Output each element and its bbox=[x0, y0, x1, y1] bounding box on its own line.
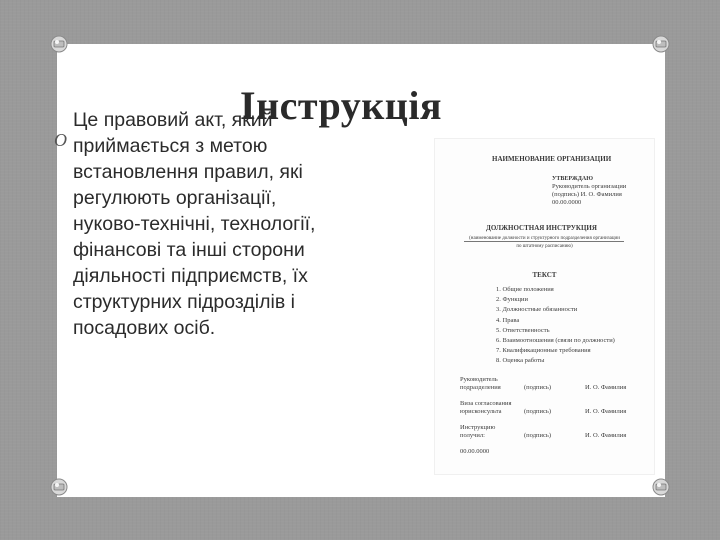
doc-section: 4. Права bbox=[496, 317, 520, 324]
doc-sign-field: (подпись) bbox=[524, 384, 551, 391]
doc-section: 6. Взаимоотношения (связи по должности) bbox=[496, 337, 615, 344]
pushpin-icon bbox=[650, 476, 672, 498]
bullet-line: регулюють організації, bbox=[73, 187, 277, 209]
doc-sign-role: подразделения bbox=[460, 384, 501, 391]
bullet-line: посадових осіб. bbox=[73, 317, 216, 339]
document-image bbox=[434, 138, 655, 475]
doc-approve-date: 00.00.0000 bbox=[552, 199, 582, 206]
doc-approve-sign: (подпись) И. О. Фамилия bbox=[552, 191, 622, 198]
bullet-line: структурних підрозділів і bbox=[73, 291, 295, 313]
doc-section: 5. Ответственность bbox=[496, 327, 550, 334]
pushpin-icon bbox=[650, 33, 672, 55]
doc-text-label: ТЕКСТ bbox=[532, 271, 557, 279]
doc-footer-date: 00.00.0000 bbox=[460, 448, 490, 455]
slide-title: Інструкція bbox=[240, 83, 443, 128]
bullet-line: Це правовий акт, який bbox=[73, 109, 273, 131]
doc-sign-name: И. О. Фамилия bbox=[585, 408, 627, 415]
doc-approve-role: Руководитель организации bbox=[552, 183, 627, 190]
doc-section: 3. Должностные обязанности bbox=[496, 306, 578, 313]
doc-sign-name: И. О. Фамилия bbox=[585, 432, 627, 439]
doc-sign-field: (подпись) bbox=[524, 408, 551, 415]
pushpin-icon bbox=[48, 476, 70, 498]
doc-sign-role: получил: bbox=[460, 432, 485, 439]
doc-sign-role: Виза согласования bbox=[460, 400, 512, 407]
bullet-text bbox=[73, 107, 403, 341]
pushpin-icon bbox=[48, 33, 70, 55]
bullet-marker: O bbox=[54, 130, 67, 150]
bullet-line: нуково-технічні, технології, bbox=[73, 213, 316, 235]
doc-heading: ДОЛЖНОСТНАЯ ИНСТРУКЦИЯ bbox=[486, 224, 597, 232]
doc-sign-role: Руководитель bbox=[460, 376, 498, 383]
bullet-line: фінансові та інші сторони bbox=[73, 239, 305, 261]
doc-section: 7. Квалификационные требования bbox=[496, 347, 591, 354]
doc-approve-label: УТВЕРЖДАЮ bbox=[552, 176, 594, 182]
doc-heading-sub: по штатному расписанию) bbox=[516, 244, 573, 249]
doc-section: 8. Оценка работы bbox=[496, 357, 545, 364]
doc-sign-role: юрисконсульта bbox=[460, 408, 502, 415]
bullet-line: встановлення правил, які bbox=[73, 161, 303, 183]
doc-section: 1. Общие положения bbox=[496, 286, 554, 293]
doc-sign-name: И. О. Фамилия bbox=[585, 384, 627, 391]
bullet-line: діяльності підприємств, їх bbox=[73, 265, 308, 287]
bullet-line: приймається з метою bbox=[73, 135, 268, 157]
doc-section: 2. Функции bbox=[496, 296, 528, 303]
doc-org-name: НАИМЕНОВАНИЕ ОРГАНИЗАЦИИ bbox=[492, 155, 612, 163]
doc-sign-field: (подпись) bbox=[524, 432, 551, 439]
doc-sign-role: Инструкцию bbox=[460, 424, 496, 431]
doc-heading-sub: (наименование должности и структурного подразделения организации bbox=[469, 236, 620, 241]
